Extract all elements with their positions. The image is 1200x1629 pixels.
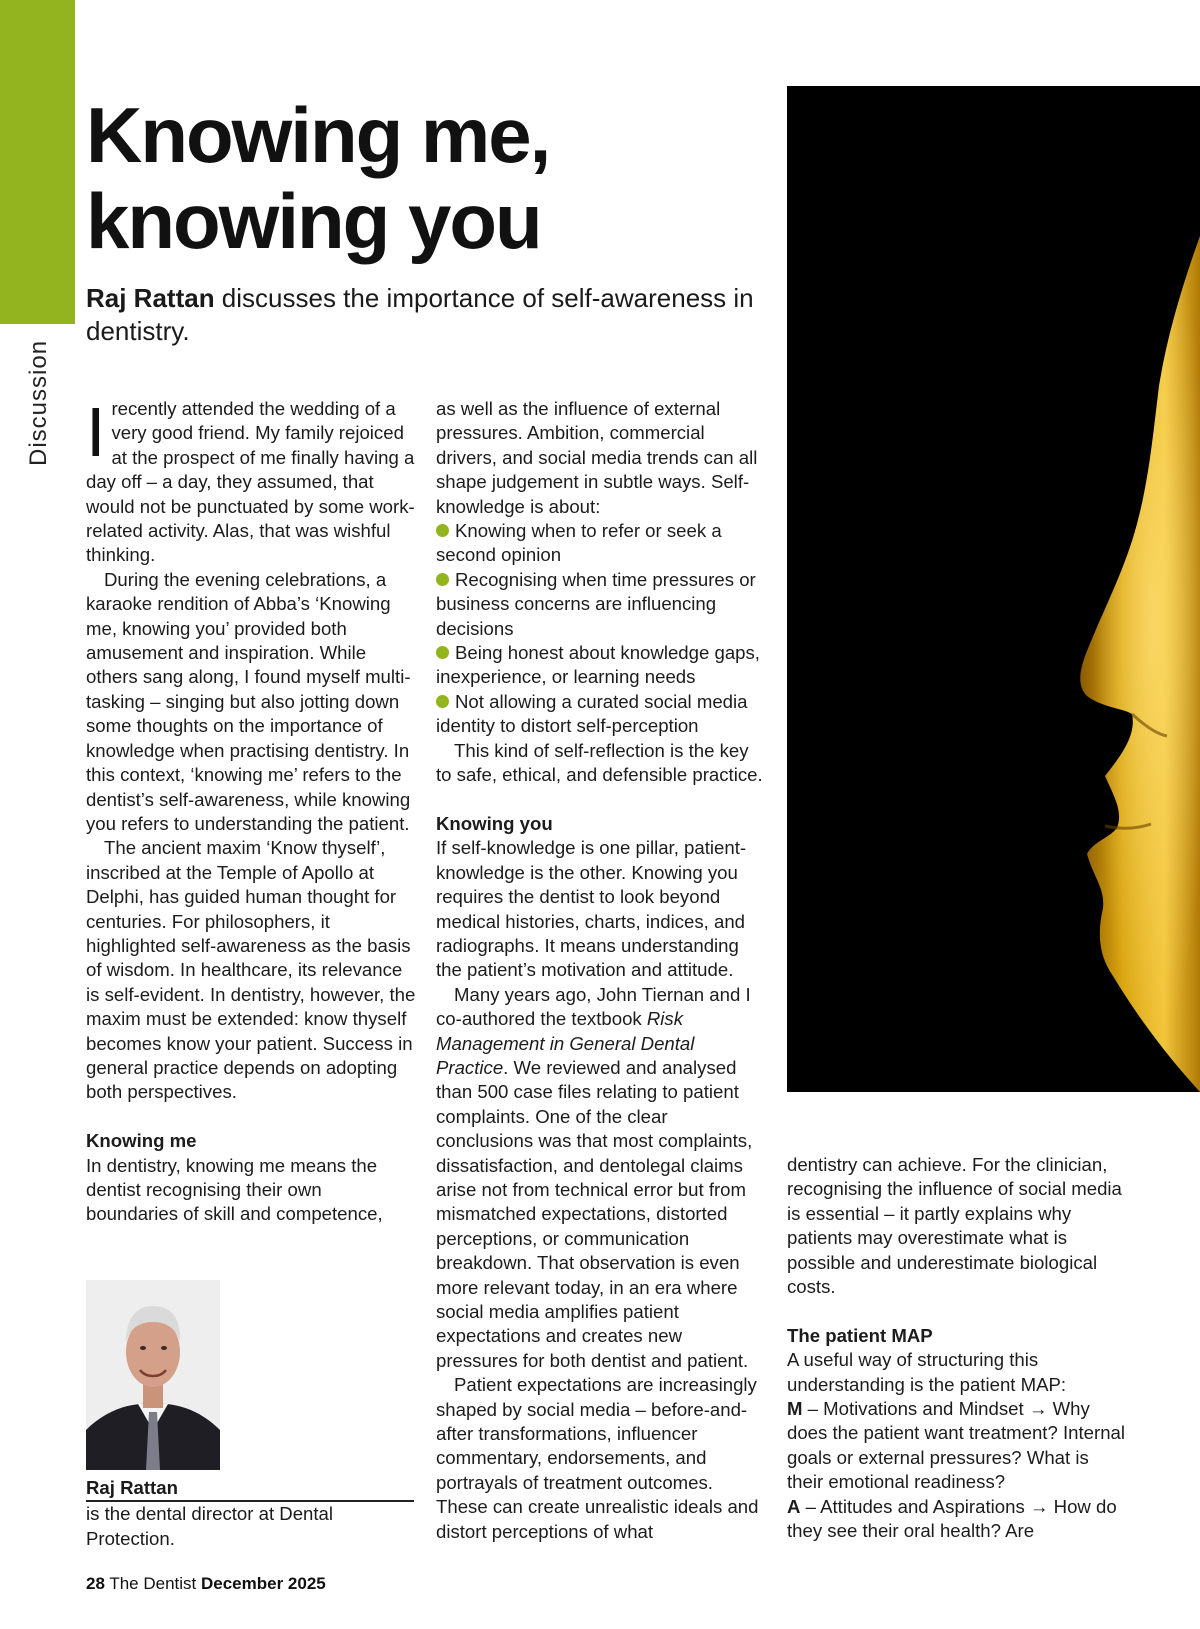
book-title: Risk Management in General Dental Practice: [436, 1008, 695, 1078]
paragraph: This kind of self-reflection is the key to safe, ethical, and defensible practice.: [436, 739, 763, 786]
bullet-dot-icon: [436, 646, 449, 659]
author-bio: [86, 1476, 414, 1551]
paragraph: During the evening celebrations, a karaoke rendition of Abba’s ‘Knowing me, knowing you’ provided both amusement and inspiration. While others sang along, I found myself multi-tasking – singing but also jotting down some thoughts on the importance of knowledge when practising dentistry. In this context, ‘knowing me’ refers to the dentist’s self-awareness, while knowing you refers to understanding the patient.: [86, 568, 411, 834]
bullet-item: Knowing when to refer or seek a second opinion: [436, 520, 722, 566]
paragraph: The ancient maxim ‘Know thyself’, inscribed at the Temple of Apollo at Delphi, has guided human thought for centuries. For philosophers, it highlighted self-awareness as the basis of wisdom. In healthcare, its relevance is self-evident. In dentistry, however, the maxim must be extended: know thyself becomes know your patient. Success in general practice depends on adopting both perspectives.: [86, 837, 416, 1103]
standfirst: [86, 282, 766, 348]
subheading-knowing-me: Knowing me: [86, 1130, 197, 1152]
bullet-item: Not allowing a curated social media identity to distort self-perception: [436, 690, 748, 737]
bullet-item: Being honest about knowledge gaps, inexperience, or learning needs: [436, 642, 760, 688]
publication-name: The Dentist: [104, 1574, 201, 1593]
bio-text: is the dental director at Dental Protection.: [86, 1503, 334, 1549]
intro-paragraph: Irecently attended the wedding of a very good friend. My family rejoiced at the prospect of me finally having a day off – a day, they assumed, that would not be punctuated by some work-related activity. Alas, that was wishful thinking.: [86, 393, 415, 566]
column-3: [787, 1153, 1127, 1543]
headline-line-2: knowing you: [86, 177, 541, 265]
issue-date: December 2025: [201, 1574, 326, 1593]
column-2: [436, 397, 768, 1544]
standfirst-author: Raj Rattan: [86, 283, 215, 313]
subheading-knowing-you: Knowing you: [436, 812, 553, 834]
bullet-dot-icon: [436, 524, 449, 537]
paragraph: A useful way of structuring this understanding is the patient MAP:: [787, 1349, 1067, 1395]
map-item-a: A – Attitudes and Aspirations → How do they see their oral health? Are: [787, 1495, 1117, 1542]
paragraph: Many years ago, John Tiernan and I co-authored the textbook Risk Management in General Dental Practice. We reviewed and analysed than 500 case files relating to patient complaints. One of the clear conclusions was that most complaints, dissatisfaction, and dentolegal claims arise not from technical error but from mismatched expectations, distorted perceptions, or communication breakdown. That observation is even more relevant today, in an era where social media amplifies patient expectations and creates new pressures for both dentist and patient.: [436, 983, 753, 1371]
paragraph: If self-knowledge is one pillar, patient-knowledge is the other. Knowing you requires the dentist to look beyond medical histories, charts, indices, and radiographs. It means understanding the patient’s motivation and attitude.: [436, 837, 747, 981]
hero-image-golden-face: [787, 86, 1200, 1092]
author-photo: [86, 1280, 220, 1470]
headline-line-1: Knowing me,: [86, 91, 550, 179]
article-headline: [86, 92, 766, 264]
paragraph: as well as the influence of external pressures. Ambition, commercial drivers, and social media trends can all shape judgement in subtle ways. Self-knowledge is about:: [436, 398, 758, 517]
standfirst-text: discusses the importance of self-awareness in dentistry.: [86, 283, 754, 346]
bullet-dot-icon: [436, 695, 449, 708]
section-color-bar: [0, 0, 75, 324]
paragraph: Patient expectations are increasingly shaped by social media – before-and-after transformations, influencer commentary, endorsements, and portrayals of treatment outcomes. These can create unrealistic ideals and distort perceptions of what: [436, 1374, 759, 1542]
section-label: Discussion: [25, 339, 52, 467]
bullet-dot-icon: [436, 573, 449, 586]
golden-face-profile: [787, 86, 1200, 1092]
drop-cap: I: [86, 393, 106, 471]
paragraph: In dentistry, knowing me means the dentist recognising their own boundaries of skill and competence,: [86, 1154, 383, 1225]
subheading-patient-map: The patient MAP: [787, 1324, 933, 1346]
bio-name: Raj Rattan: [86, 1476, 414, 1502]
author-portrait-illustration: [86, 1280, 220, 1470]
paragraph: dentistry can achieve. For the clinician, recognising the influence of social media is essential – it partly explains why patients may overestimate what is possible and underestimate biological costs.: [787, 1154, 1122, 1298]
page-number: 28: [86, 1574, 105, 1593]
map-item-m: M – Motivations and Mindset → Why does the patient want treatment? Internal goals or external pressures? What is their emotional readiness?: [787, 1398, 1126, 1493]
page-footer: [86, 1574, 326, 1594]
column-1: [86, 393, 418, 1227]
bullet-item: Recognising when time pressures or business concerns are influencing decisions: [436, 568, 756, 639]
